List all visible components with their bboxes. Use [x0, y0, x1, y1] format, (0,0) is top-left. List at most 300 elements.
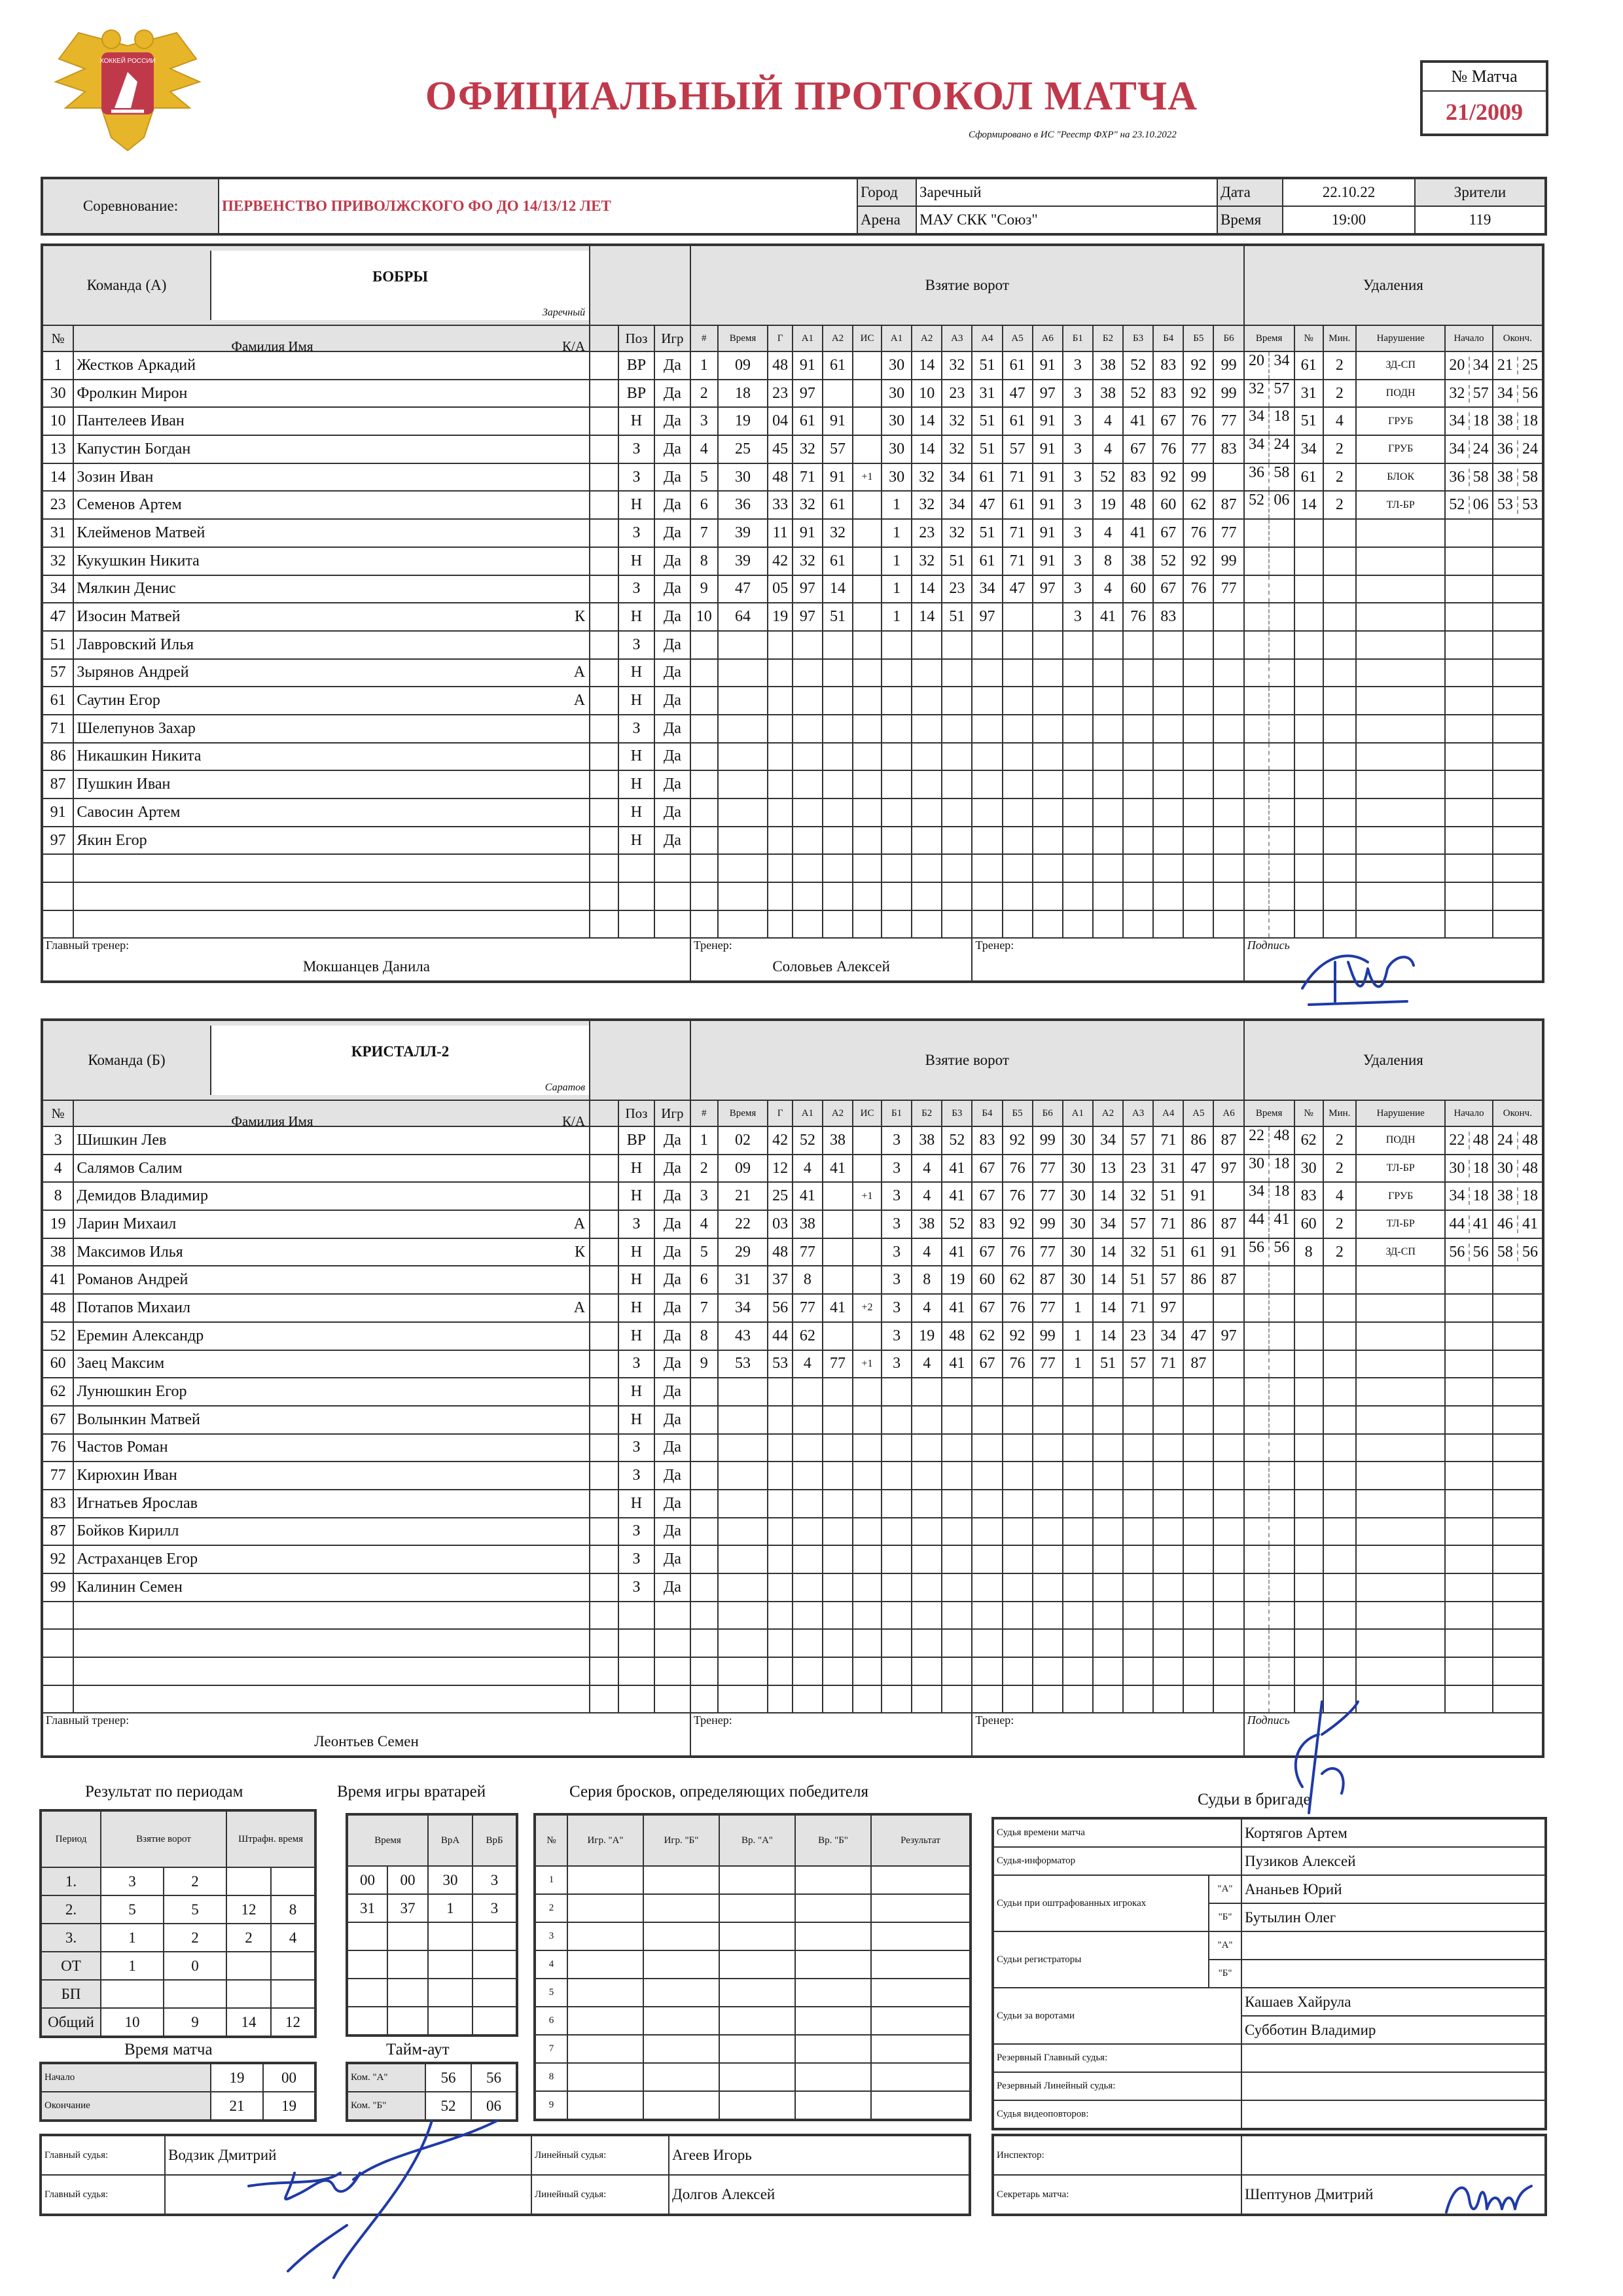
pen-start — [1445, 687, 1493, 715]
onice-cell — [972, 715, 1002, 743]
player-position: Н — [618, 1182, 654, 1210]
shootout-table — [533, 1813, 972, 2121]
onice-cell: 3 — [1063, 575, 1093, 603]
pen-infraction: ТЛ-БР — [1356, 491, 1445, 519]
pen-time-sec — [1270, 576, 1293, 603]
onice-cell: 91 — [1033, 491, 1063, 519]
onice-cell — [972, 770, 1002, 798]
pen-end-sec: 18 — [1522, 412, 1538, 430]
onice-cell: 3 — [1063, 519, 1093, 547]
onice-cell: 41 — [942, 1182, 972, 1210]
goal-col: ИС — [853, 325, 882, 351]
onice-cell: 91 — [1033, 463, 1063, 492]
goal-cell — [853, 1322, 882, 1350]
onice-cell: 31 — [972, 380, 1002, 408]
onice-cell — [1153, 910, 1183, 939]
player-empty — [590, 854, 618, 882]
pen-minutes — [1323, 854, 1357, 882]
onice-cell — [1033, 1685, 1063, 1713]
player-name — [73, 1462, 590, 1490]
onice-cell: 30 — [882, 351, 912, 380]
onice-cell — [1003, 854, 1033, 882]
onice-cell: 92 — [1003, 1126, 1033, 1155]
onice-cell — [912, 1378, 942, 1406]
onice-cell — [1153, 854, 1183, 882]
player-empty — [590, 575, 618, 603]
goal-cell: 25 — [718, 435, 768, 463]
pen-start — [1445, 1126, 1493, 1155]
player-position: ВР — [618, 380, 654, 408]
onice-cell: 77 — [1183, 435, 1213, 463]
onice-cell: 1 — [882, 575, 912, 603]
pen-start — [1445, 1182, 1493, 1210]
goal-cell — [768, 659, 792, 687]
period-value: 2 — [164, 1867, 226, 1895]
coach1-label: Тренер: — [693, 939, 732, 952]
onice-cell — [1003, 1406, 1033, 1434]
pen-minutes: 2 — [1323, 351, 1357, 380]
pen-time — [1244, 1294, 1294, 1322]
goal-cell: 9 — [690, 575, 718, 603]
pen-time-sec: 06 — [1274, 492, 1290, 509]
goal-cell — [793, 1378, 823, 1406]
player-name-text: Демидов Владимир — [77, 1187, 208, 1205]
goal-cell — [853, 491, 882, 519]
player-name — [73, 1657, 590, 1685]
pen-end — [1493, 463, 1543, 492]
pen-start — [1445, 1573, 1493, 1602]
pen-start — [1445, 491, 1493, 519]
goal-cell: 62 — [793, 1322, 823, 1350]
goal-cell — [793, 1629, 823, 1657]
onice-cell: 23 — [1123, 1322, 1153, 1350]
goal-cell — [768, 798, 792, 827]
player-empty — [590, 1238, 618, 1266]
onice-cell: 41 — [942, 1238, 972, 1266]
pen-infraction — [1356, 1490, 1445, 1518]
player-number: 13 — [42, 435, 73, 463]
player-name — [73, 1518, 590, 1546]
onice-col: А6 — [1033, 325, 1063, 351]
onice-cell — [1183, 659, 1213, 687]
pen-infraction — [1356, 715, 1445, 743]
onice-cell — [942, 798, 972, 827]
player-empty — [590, 1573, 618, 1602]
goal-judge-1: Кашаев Хайрула — [1241, 1988, 1546, 2016]
onice-cell: 32 — [942, 407, 972, 435]
player-position: ВР — [618, 351, 654, 380]
player-name — [73, 1406, 590, 1434]
periods-col-pim: Штрафн. время — [226, 1810, 315, 1867]
pen-player — [1294, 547, 1323, 575]
pen-minutes — [1323, 1378, 1357, 1406]
player-empty — [590, 1350, 618, 1378]
onice-cell: 60 — [972, 1266, 1002, 1294]
pen-minutes — [1323, 1490, 1357, 1518]
pen-time-min: 44 — [1245, 1211, 1270, 1238]
onice-cell: 91 — [1183, 1182, 1213, 1210]
shootout-cell — [719, 1950, 795, 1979]
pen-end-min: 38 — [1493, 412, 1518, 430]
onice-cell — [1183, 1434, 1213, 1462]
pen-infraction — [1356, 1573, 1445, 1602]
onice-cell — [1093, 631, 1123, 659]
player-played: Да — [654, 1322, 690, 1350]
pen-player: 60 — [1294, 1210, 1323, 1238]
goal-cell — [793, 1518, 823, 1546]
onice-cell — [942, 854, 972, 882]
goal-cell: 05 — [768, 575, 792, 603]
onice-cell: 91 — [1033, 435, 1063, 463]
pen-time — [1244, 1210, 1294, 1238]
onice-cell — [1033, 1545, 1063, 1573]
onice-cell — [942, 1685, 972, 1713]
pen-time-sec — [1270, 1658, 1293, 1685]
goal-cell — [823, 1182, 853, 1210]
pen-col: Мин. — [1323, 325, 1357, 351]
player-played: Да — [654, 435, 690, 463]
col-ka: К/А — [562, 338, 586, 351]
player-number: 48 — [42, 1294, 73, 1322]
pen-time-sec — [1270, 1266, 1293, 1293]
col-igr: Игр — [654, 1100, 690, 1126]
player-position: Н — [618, 547, 654, 575]
pen-start-sec: 18 — [1472, 1159, 1489, 1177]
match-number-label: № Матча — [1423, 63, 1546, 92]
onice-cell — [1123, 882, 1153, 910]
pen-time-min — [1245, 1462, 1270, 1489]
onice-cell: 83 — [1153, 351, 1183, 380]
goal-cell: 77 — [823, 1350, 853, 1378]
match-number-box — [1420, 60, 1548, 136]
pen-start-min: 44 — [1446, 1215, 1469, 1233]
goal-cell — [768, 882, 792, 910]
onice-cell: 92 — [1153, 463, 1183, 492]
pen-col: Нарушение — [1356, 325, 1445, 351]
onice-cell — [972, 659, 1002, 687]
onice-cell — [942, 1406, 972, 1434]
pen-player — [1294, 1322, 1323, 1350]
onice-cell: 87 — [1213, 491, 1243, 519]
onice-cell — [1033, 770, 1063, 798]
pen-player: 51 — [1294, 407, 1323, 435]
player-played: Да — [654, 1573, 690, 1602]
pen-time-min — [1245, 1686, 1270, 1713]
goal-cell: 34 — [718, 1294, 768, 1322]
goal-cell — [718, 743, 768, 771]
onice-cell — [1123, 1462, 1153, 1490]
shootout-cell — [795, 1950, 871, 1979]
onice-cell — [1063, 1490, 1093, 1518]
pen-time-min — [1245, 1378, 1270, 1405]
goal-cell — [793, 798, 823, 827]
onice-cell — [942, 1573, 972, 1602]
period-value: 5 — [101, 1895, 164, 1924]
timeout-b-sec: 06 — [471, 2092, 517, 2121]
pen-time-min — [1245, 1574, 1270, 1601]
onice-cell — [1213, 770, 1243, 798]
onice-cell — [1123, 910, 1153, 939]
onice-cell — [1153, 743, 1183, 771]
onice-cell: 10 — [912, 380, 942, 408]
pen-infraction — [1356, 1350, 1445, 1378]
onice-cell: 62 — [1183, 491, 1213, 519]
onice-cell — [1093, 854, 1123, 882]
pen-time-min — [1245, 1435, 1270, 1462]
onice-cell — [1183, 1629, 1213, 1657]
onice-cell: 71 — [1003, 463, 1033, 492]
onice-cell — [1123, 631, 1153, 659]
player-captain: А — [573, 664, 586, 681]
penbox-a-tag: "А" — [1209, 1875, 1241, 1903]
player-name-text: Потапов Михаил — [77, 1299, 190, 1316]
pen-minutes: 2 — [1323, 1238, 1357, 1266]
onice-cell — [912, 1685, 942, 1713]
pen-end-sec: 56 — [1522, 384, 1538, 402]
goal-cell — [823, 910, 853, 939]
reserve-line-name — [1241, 2072, 1546, 2100]
player-number: 62 — [42, 1378, 73, 1406]
pen-infraction: ПОДН — [1356, 1126, 1445, 1155]
player-position: Н — [618, 1378, 654, 1406]
onice-cell: 77 — [1033, 1238, 1063, 1266]
onice-cell — [882, 1573, 912, 1602]
reserve-ref-label: Резервный Главный судья: — [993, 2044, 1241, 2072]
pen-infraction: ЗД-СП — [1356, 1238, 1445, 1266]
player-number — [42, 910, 73, 939]
onice-cell: 32 — [1123, 1238, 1153, 1266]
onice-cell: 4 — [912, 1238, 942, 1266]
shootout-cell — [871, 2091, 971, 2120]
onice-cell: 60 — [1123, 575, 1153, 603]
player-position: З — [618, 1573, 654, 1602]
goal-cell: 32 — [823, 519, 853, 547]
onice-cell — [1003, 687, 1033, 715]
pen-time-sec: 57 — [1274, 380, 1290, 397]
goal-cell — [823, 1378, 853, 1406]
player-name-text: Еремин Александр — [77, 1327, 204, 1344]
pen-time-min — [1245, 548, 1270, 575]
onice-cell — [942, 1490, 972, 1518]
goal-cell — [793, 854, 823, 882]
goal-cell: 29 — [718, 1238, 768, 1266]
officials-title: Судьи в бригаде — [1198, 1791, 1311, 1808]
onice-cell — [912, 1545, 942, 1573]
goal-cell: 5 — [690, 463, 718, 492]
scorers-label: Судьи регистраторы — [993, 1931, 1209, 1988]
pen-player — [1294, 854, 1323, 882]
goal-cell — [690, 798, 718, 827]
pen-col: Мин. — [1323, 1100, 1357, 1126]
player-position: Н — [618, 603, 654, 631]
pen-end-sec: 18 — [1522, 1187, 1538, 1205]
player-number: 99 — [42, 1573, 73, 1602]
onice-cell: 34 — [1093, 1210, 1123, 1238]
onice-cell — [972, 1490, 1002, 1518]
period-value: 2 — [164, 1924, 226, 1952]
goal-cell: 02 — [718, 1126, 768, 1155]
player-played: Да — [654, 1406, 690, 1434]
onice-cell: 87 — [1033, 1266, 1063, 1294]
goal-cell: 1 — [690, 351, 718, 380]
goal-cell — [853, 770, 882, 798]
player-empty — [590, 1545, 618, 1573]
player-empty — [590, 351, 618, 380]
goal-cell — [768, 1406, 792, 1434]
pen-time-sec — [1270, 883, 1293, 910]
timeout-a-min: 56 — [425, 2063, 471, 2092]
player-empty — [590, 435, 618, 463]
onice-cell — [1063, 827, 1093, 855]
player-played: Да — [654, 463, 690, 492]
pen-start — [1445, 547, 1493, 575]
goal-cell: 2 — [690, 1155, 718, 1183]
onice-cell — [1033, 603, 1063, 631]
shootout-col: Игр. "Б" — [643, 1814, 719, 1866]
pen-end-sec: 53 — [1522, 496, 1538, 514]
onice-cell — [1033, 687, 1063, 715]
onice-cell: 71 — [1003, 519, 1033, 547]
onice-cell — [1213, 1378, 1243, 1406]
goal-cell — [718, 1602, 768, 1630]
pen-end — [1493, 910, 1543, 939]
pen-player — [1294, 743, 1323, 771]
onice-cell: 60 — [1153, 491, 1183, 519]
player-played: Да — [654, 1155, 690, 1183]
player-name-text: Никашкин Никита — [77, 747, 202, 765]
player-name — [73, 770, 590, 798]
pen-infraction — [1356, 687, 1445, 715]
goal-cell — [768, 1490, 792, 1518]
goal-cell: 25 — [768, 1182, 792, 1210]
pen-col: № — [1294, 325, 1323, 351]
goal-cell — [718, 1518, 768, 1546]
onice-cell — [912, 1406, 942, 1434]
timeout-b-label: Ком. "Б" — [347, 2092, 425, 2121]
onice-cell: 52 — [1093, 463, 1123, 492]
player-empty — [590, 1126, 618, 1155]
goal-cell — [768, 1434, 792, 1462]
coach1-name — [691, 1733, 972, 1755]
goal-cell — [823, 1573, 853, 1602]
goal-cell: 39 — [718, 519, 768, 547]
player-empty — [590, 715, 618, 743]
onice-cell: 1 — [1063, 1294, 1093, 1322]
onice-cell: 97 — [1213, 1322, 1243, 1350]
onice-cell — [1003, 715, 1033, 743]
onice-cell: 67 — [1123, 435, 1153, 463]
goal-cell: 8 — [690, 547, 718, 575]
onice-cell — [1213, 659, 1243, 687]
onice-cell: 67 — [972, 1294, 1002, 1322]
onice-cell — [972, 1657, 1002, 1685]
pen-infraction — [1356, 1322, 1445, 1350]
onice-cell: 76 — [1003, 1238, 1033, 1266]
onice-cell — [1123, 1573, 1153, 1602]
pen-time — [1244, 910, 1294, 939]
goal-cell — [853, 351, 882, 380]
pen-time — [1244, 1378, 1294, 1406]
onice-cell: 3 — [882, 1294, 912, 1322]
pen-col: Оконч. — [1493, 1100, 1543, 1126]
goal-cell — [853, 1210, 882, 1238]
team-name-block — [42, 1020, 590, 1100]
player-number: 77 — [42, 1462, 73, 1490]
pen-start — [1445, 1657, 1493, 1685]
goal-cell: 53 — [718, 1350, 768, 1378]
goal-cell: 51 — [823, 603, 853, 631]
pen-start-min: 22 — [1446, 1132, 1469, 1149]
pen-time-sec — [1270, 744, 1293, 770]
goal-cell — [690, 1629, 718, 1657]
onice-cell: 51 — [1123, 1266, 1153, 1294]
shootout-cell — [871, 2007, 971, 2035]
onice-cell — [1213, 1462, 1243, 1490]
pen-time-sec — [1270, 827, 1293, 854]
pen-end — [1493, 1545, 1543, 1573]
player-played: Да — [654, 715, 690, 743]
pen-time — [1244, 854, 1294, 882]
onice-cell — [1003, 1545, 1033, 1573]
onice-cell: 92 — [1183, 380, 1213, 408]
onice-cell — [1003, 1378, 1033, 1406]
shootout-col: Вр. "Б" — [795, 1814, 871, 1866]
goal-cell — [690, 1462, 718, 1490]
pen-time-sec — [1270, 771, 1293, 798]
pen-start-sec: 48 — [1472, 1131, 1489, 1149]
player-number: 87 — [42, 770, 73, 798]
pen-time-min — [1245, 1323, 1270, 1350]
player-number: 51 — [42, 631, 73, 659]
onice-cell — [1003, 882, 1033, 910]
onice-cell: 8 — [912, 1266, 942, 1294]
goal-cell — [718, 1657, 768, 1685]
onice-cell — [1093, 1434, 1123, 1462]
pen-time-sec — [1270, 1630, 1293, 1657]
onice-cell — [942, 659, 972, 687]
head-coach-cell — [42, 1713, 690, 1757]
onice-cell — [1123, 770, 1153, 798]
goal-cell: 38 — [823, 1126, 853, 1155]
pen-end — [1493, 1462, 1543, 1490]
onice-cell: 48 — [942, 1322, 972, 1350]
pen-player — [1294, 715, 1323, 743]
onice-cell: 1 — [882, 491, 912, 519]
player-name-text: Астраханцев Егор — [77, 1551, 198, 1568]
pen-time-min — [1245, 603, 1270, 630]
gk-value — [473, 2007, 517, 2036]
player-played: Да — [654, 1462, 690, 1490]
onice-cell — [1213, 1294, 1243, 1322]
pen-minutes — [1323, 1350, 1357, 1378]
onice-cell — [912, 1629, 942, 1657]
competition-name: ПЕРВЕНСТВО ПРИВОЛЖСКОГО ФО ДО 14/13/12 ЛЕТ — [219, 178, 857, 234]
player-name — [73, 547, 590, 575]
pen-time-min: 34 — [1245, 436, 1270, 463]
goal-cell — [823, 1490, 853, 1518]
pen-end-sec: 58 — [1522, 468, 1538, 486]
player-empty — [590, 407, 618, 435]
pen-time — [1244, 827, 1294, 855]
period-value: 3 — [101, 1867, 164, 1895]
pen-end-sec: 25 — [1522, 356, 1538, 374]
pen-player — [1294, 882, 1323, 910]
period-value: 1 — [101, 1952, 164, 1980]
pen-col: Время — [1244, 1100, 1294, 1126]
start-hour: 19 — [211, 2063, 263, 2092]
pen-time — [1244, 351, 1294, 380]
goal-cell: 7 — [690, 1294, 718, 1322]
